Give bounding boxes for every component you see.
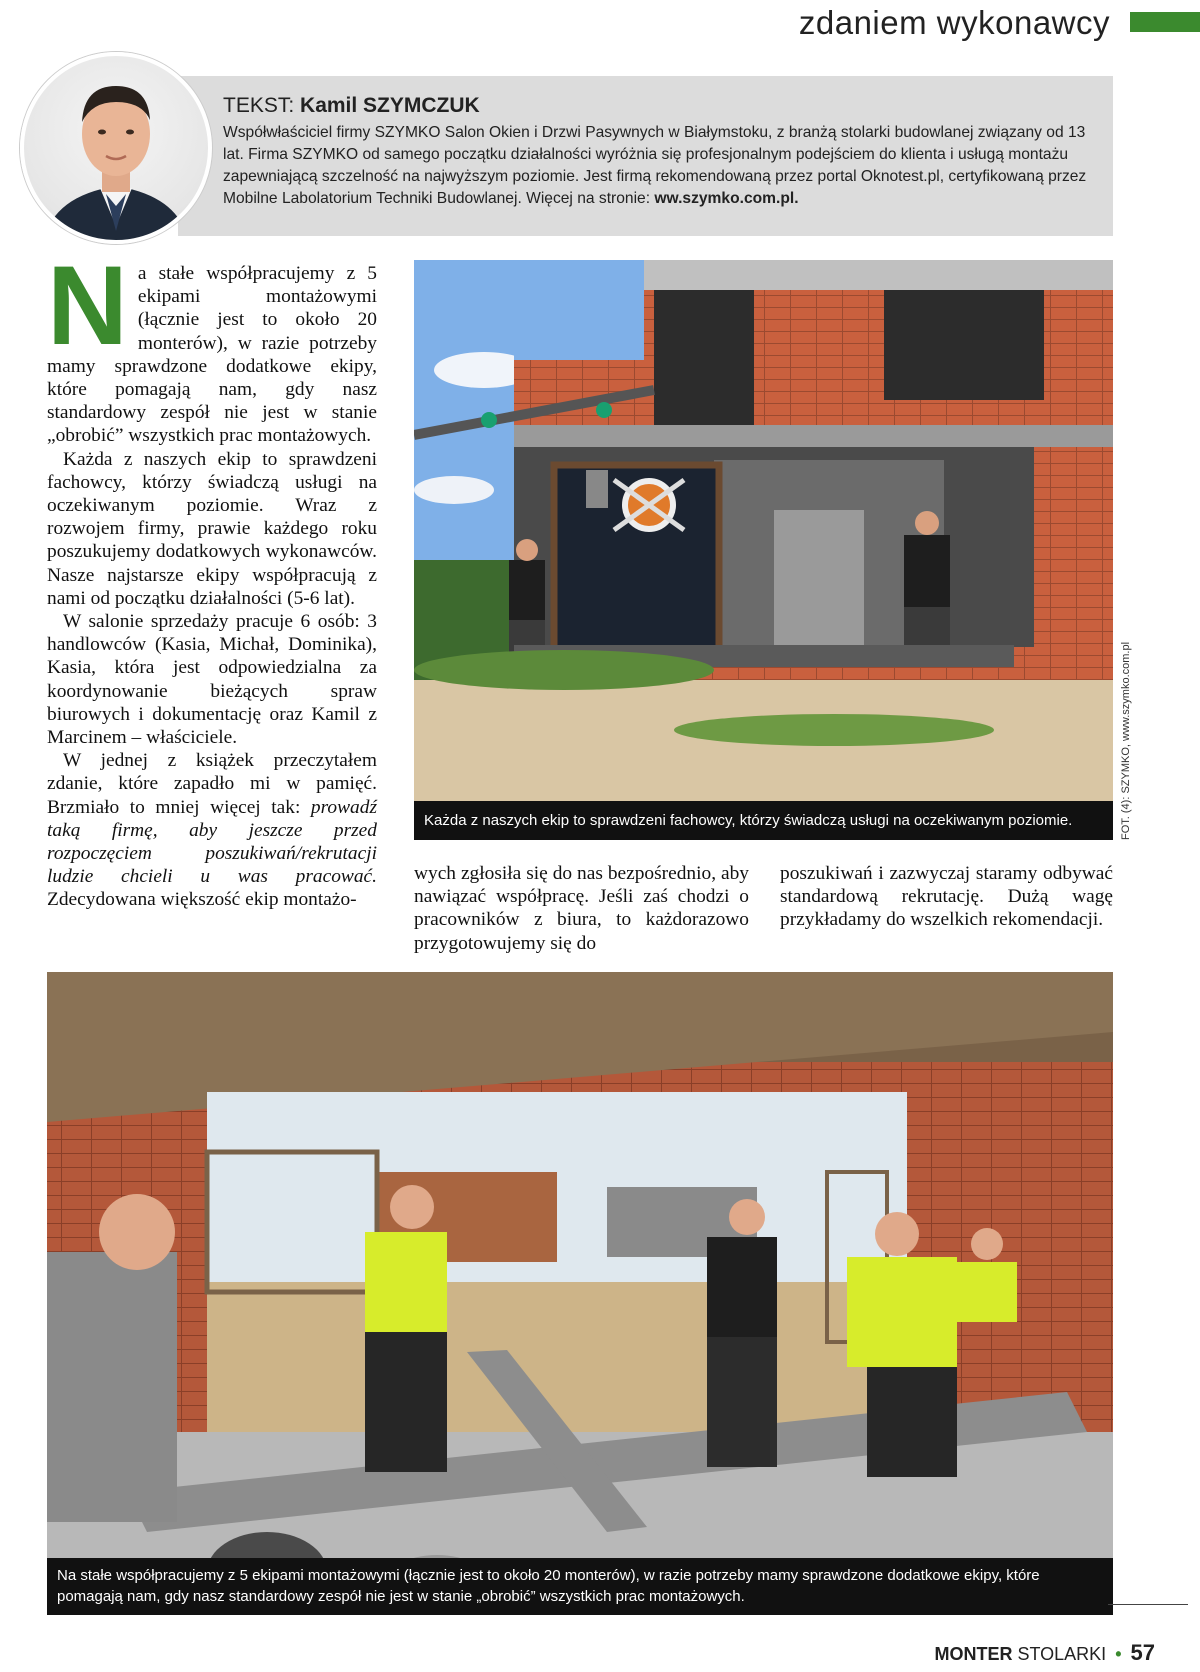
author-website-link[interactable]: ww.szymko.com.pl. [654,190,799,207]
quote: prowadź taką firmę, aby jeszcze przed rozpoczęciem poszukiwań/rekrutacji ludzie chcieli u was pracować. [47,796,377,888]
photo-2-caption: Na stałe współpracujemy z 5 ekipami montażowymi (łącznie jest to około 20 monterów), w razie potrzeby mamy sprawdzone dodatkowe ekipy, które pomagają nam, gdy nasz standardowy zespół nie jest w stanie „obrobić” wszystkich prac montażowych. [47,1558,1113,1615]
paragraph-3: W salonie sprzedaży pracuje 6 osób: 3 handlowców (Kasia, Michał, Dominika), Kasia, która jest odpowiedzialna za koordynowanie bieżących spraw biurowych i dokumentację oraz Kamil z Marcinem – właściciele. [47,611,377,749]
photo-team-assembly [47,972,1113,1615]
author-bio [223,122,1103,210]
tekst-label: TEKST: [223,94,295,117]
photo-team-assembly-scene [47,972,1113,1615]
photo-window-installation-scene [414,260,1113,840]
paragraph-1 [47,243,377,448]
photo-credit-text: FOT. (4): SZYMKO, www.szymko.com.pl [1120,641,1132,840]
section-title: zdaniem wykonawcy [798,4,1110,41]
photo-credit [1120,640,1140,840]
footer-rule [1108,1604,1188,1605]
paragraph-1-text: a stałe współpracujemy z 5 ekipami montażowymi (łącznie jest to około 20 monterów), w razie potrzeby mamy sprawdzone dodatkowe ekipy, które pomagają nam, gdy nasz standardowy zespół nie jest w stanie „obrobić” wszystkich prac montażowych. [47,263,377,447]
magazine-brand-2: STOLARKI [1017,1644,1107,1664]
paragraph-2: Każda z naszych ekip to sprawdzeni fachowcy, którzy świadczą usługi na oczekiwanym poziomie. Wraz z rozwojem firmy, prawie każdego roku poszukujemy dodatkowych wykonawców. Nasze najstarsze ekipy współpracują z nami od początku działalności (5-6 lat). [47,448,377,609]
drop-cap: N [47,243,128,368]
paragraph-4-end: Zdecydowana większość ekip montażo- [47,889,357,911]
photo-1-caption: Każda z naszych ekip to sprawdzeni fachowcy, którzy świadczą usługi na oczekiwanym poziomie. [414,801,1113,840]
paragraph-4-start: W jednej z książek przeczytałem zdanie, które zapadło mi w pamięć. Brzmiało to mniej więcej tak: [47,750,377,818]
author-portrait-illustration [24,56,208,240]
author-portrait [20,52,212,244]
author-name: Kamil SZYMCZUK [300,94,480,117]
article-column-2 [414,862,749,955]
magazine-brand: MONTER [934,1644,1013,1664]
page-number: 57 [1130,1640,1155,1665]
article-column-1 [47,243,377,912]
photo-window-installation [414,260,1113,840]
page-footer [934,1640,1155,1666]
paragraph-4 [47,749,377,911]
author-byline [223,92,1103,120]
header-accent-bar [1130,12,1200,32]
author-bio-text: Współwłaściciel firmy SZYMKO Salon Okien i Drzwi Pasywnych w Białymstoku, z branżą stolarki budowlanej związany od 13 lat. Firma SZYMKO od samego początku działalności wyróżnia się profesjonalnym podejściem do klienta i usługą montażu zapewniającą szczelność na najwyższym poziomie. Jest firmą rekomendowaną przez portal Oknotest.pl, certyfikowaną przez Mobilne Labolatorium Techniki Budowlanej. Więcej na stronie: [223,124,1087,207]
article-column-3 [780,862,1113,932]
footer-bullet: • [1115,1644,1122,1664]
column-3-text: poszukiwań i zazwyczaj staramy odbywać standardową rekrutację. Dużą wagę przykładamy do wszelkich rekomendacji. [780,863,1113,931]
column-2-text: wych zgłosiła się do nas bezpośrednio, aby nawiązać współpracę. Jeśli zaś chodzi o pracowników z biura, to każdorazowo przygotowujemy się do [414,863,749,954]
author-text [223,92,1103,210]
